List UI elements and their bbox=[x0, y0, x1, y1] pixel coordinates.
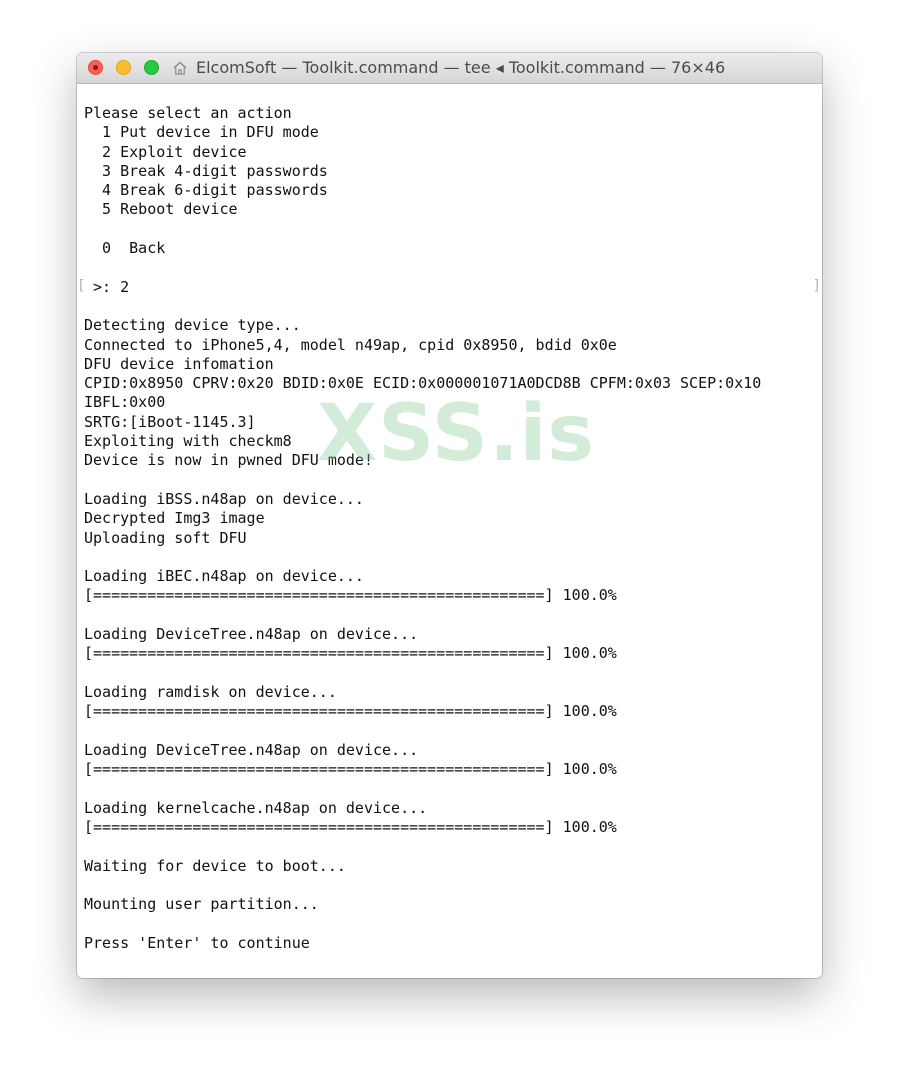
terminal-line: [==================================================] 100.0% bbox=[84, 586, 617, 605]
terminal-line: SRTG:[iBoot-1145.3] bbox=[84, 412, 256, 431]
terminal-line: Loading kernelcache.n48ap on device... bbox=[84, 798, 428, 817]
terminal-line bbox=[84, 837, 761, 856]
terminal-line: [==================================================] 100.0% bbox=[84, 702, 617, 721]
terminal-line bbox=[84, 548, 761, 567]
terminal-line: Loading DeviceTree.n48ap on device... bbox=[84, 740, 419, 759]
terminal-line: 2 Exploit device bbox=[84, 142, 247, 161]
terminal-line bbox=[84, 914, 761, 933]
terminal-line: Loading DeviceTree.n48ap on device... bbox=[84, 625, 419, 644]
terminal-line: 5 Reboot device bbox=[84, 200, 238, 219]
terminal-output[interactable] bbox=[84, 104, 761, 953]
terminal-line: Uploading soft DFU bbox=[84, 528, 247, 547]
terminal-line: Loading iBSS.n48ap on device... bbox=[84, 489, 364, 508]
terminal-line: Loading ramdisk on device... bbox=[84, 682, 337, 701]
home-icon bbox=[172, 60, 188, 76]
close-icon bbox=[93, 65, 98, 70]
terminal-line: Device is now in pwned DFU mode! bbox=[84, 451, 373, 470]
window-title: ElcomSoft — Toolkit.command — tee ◂ Toolkit.command — 76×46 bbox=[196, 58, 726, 77]
minimize-button[interactable] bbox=[116, 60, 131, 75]
terminal-line: Detecting device type... bbox=[84, 316, 301, 335]
terminal-line: Decrypted Img3 image bbox=[84, 509, 265, 528]
terminal-line: 1 Put device in DFU mode bbox=[84, 123, 319, 142]
title-bar[interactable] bbox=[77, 53, 822, 84]
terminal-line: DFU device infomation bbox=[84, 354, 274, 373]
terminal-line: [==================================================] 100.0% bbox=[84, 817, 617, 836]
terminal-line: Loading iBEC.n48ap on device... bbox=[84, 567, 364, 586]
prompt-bracket-left: [ bbox=[77, 278, 86, 294]
terminal-line: 3 Break 4-digit passwords bbox=[84, 161, 328, 180]
terminal-line: Press 'Enter' to continue bbox=[84, 933, 310, 952]
close-button[interactable] bbox=[88, 60, 103, 75]
zoom-button[interactable] bbox=[144, 60, 159, 75]
terminal-line bbox=[84, 606, 761, 625]
terminal-line: 4 Break 6-digit passwords bbox=[84, 181, 328, 200]
terminal-line: Connected to iPhone5,4, model n49ap, cpid 0x8950, bdid 0x0e bbox=[84, 335, 617, 354]
terminal-line bbox=[84, 297, 761, 316]
prompt-bracket-right: ] bbox=[812, 278, 821, 294]
terminal-line: >: 2 bbox=[84, 277, 130, 296]
terminal-line: Exploiting with checkm8 bbox=[84, 432, 292, 451]
terminal-content[interactable] bbox=[77, 84, 822, 978]
watermark: XSS.is bbox=[317, 389, 595, 479]
terminal-line: 0 Back bbox=[84, 239, 166, 258]
terminal-line: Waiting for device to boot... bbox=[84, 856, 346, 875]
terminal-line bbox=[84, 471, 761, 490]
terminal-line: IBFL:0x00 bbox=[84, 393, 166, 412]
terminal-line: Mounting user partition... bbox=[84, 895, 319, 914]
terminal-line bbox=[84, 664, 761, 683]
terminal-line: [==================================================] 100.0% bbox=[84, 644, 617, 663]
terminal-line: [==================================================] 100.0% bbox=[84, 760, 617, 779]
terminal-line: CPID:0x8950 CPRV:0x20 BDID:0x0E ECID:0x000001071A0DCD8B CPFM:0x03 SCEP:0x10 bbox=[84, 374, 762, 393]
terminal-line: Please select an action bbox=[84, 104, 292, 122]
terminal-line bbox=[84, 220, 761, 239]
terminal-window bbox=[77, 53, 822, 978]
terminal-line bbox=[84, 722, 761, 741]
terminal-line bbox=[84, 779, 761, 798]
terminal-line bbox=[84, 876, 761, 895]
terminal-line bbox=[84, 258, 761, 277]
